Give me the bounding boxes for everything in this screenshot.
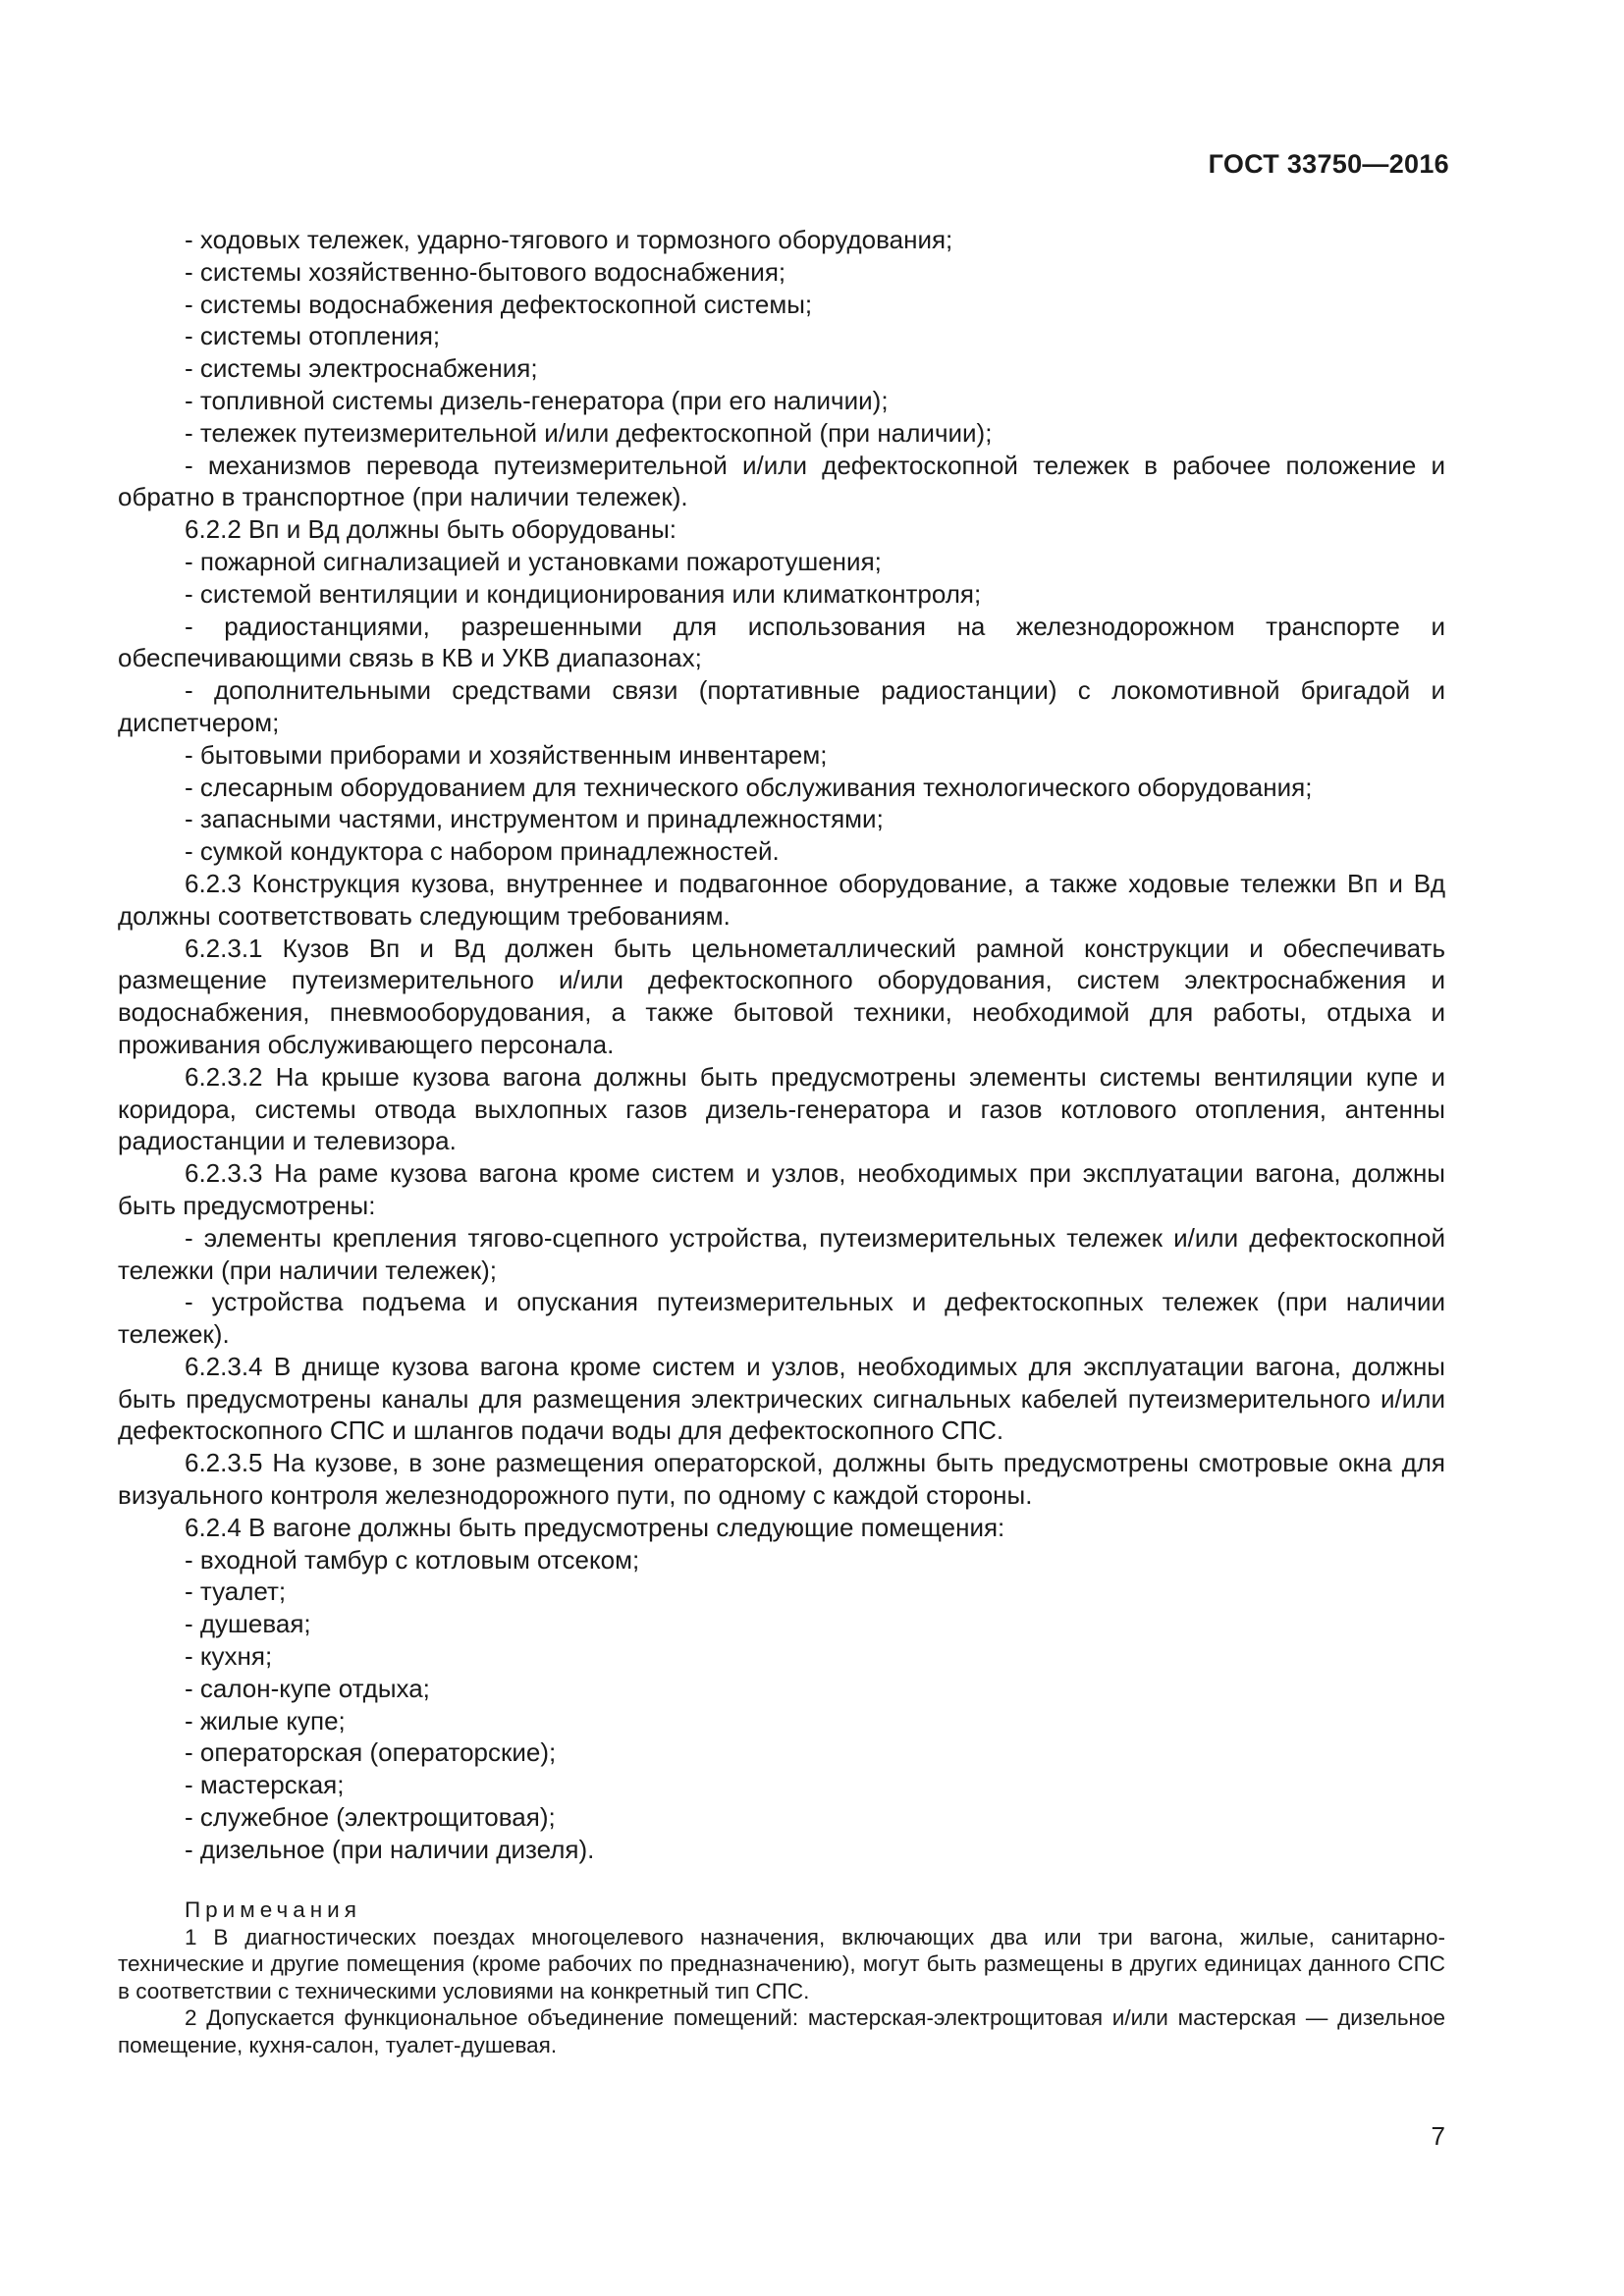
note-item: 2 Допускается функциональное объединение помещений: мастерская-электрощитовая и/или мастерская — дизельное помещение, кухня-салон, туалет-душевая. bbox=[118, 2005, 1445, 2057]
paragraph: - душевая; bbox=[185, 1609, 311, 1639]
paragraph: - туалет; bbox=[185, 1576, 287, 1607]
paragraph: - системы водоснабжения дефектоскопной системы; bbox=[185, 289, 813, 319]
paragraph: - дополнительными средствами связи (портативные радиостанции) с локомотивной бригадой и диспетчером; bbox=[118, 675, 1445, 737]
paragraph: 6.2.2 Вп и Вд должны быть оборудованы: bbox=[185, 514, 677, 545]
paragraph: - системой вентиляции и кондиционирования или климатконтроля; bbox=[185, 578, 982, 609]
paragraph: - элементы крепления тягово-сцепного устройства, путеизмерительных тележек и/или дефектоскопной тележки (при наличии тележек); bbox=[118, 1222, 1445, 1285]
paragraph: - кухня; bbox=[185, 1641, 273, 1672]
paragraph: - салон-купе отдыха; bbox=[185, 1673, 430, 1703]
paragraph: - пожарной сигнализацией и установками пожаротушения; bbox=[185, 546, 882, 576]
paragraph: 6.2.4 В вагоне должны быть предусмотрены следующие помещения: bbox=[185, 1512, 1005, 1542]
paragraph: - мастерская; bbox=[185, 1770, 345, 1800]
paragraph: 6.2.3.5 На кузове, в зоне размещения операторской, должны быть предусмотрены смотровые окна для визуального контроля железнодорожного пути, по одному с каждой стороны. bbox=[118, 1448, 1445, 1511]
paragraph: - топливной системы дизель-генератора (при его наличии); bbox=[185, 385, 889, 415]
notes-heading: Примечания bbox=[185, 1897, 361, 1922]
paragraph: - входной тамбур с котловым отсеком; bbox=[185, 1544, 640, 1575]
paragraph: 6.2.3.4 В днище кузова вагона кроме систем и узлов, необходимых для эксплуатации вагона, должны быть предусмотрены каналы для размещения электрических сигнальных кабелей путеизмерительного и/или дефектоскопного СПС и шлангов подачи воды для дефектоскопного СПС. bbox=[118, 1351, 1445, 1446]
paragraph: - механизмов перевода путеизмерительной и/или дефектоскопной тележек в рабочее положение и обратно в транспортное (при наличии тележек). bbox=[118, 450, 1445, 512]
paragraph: - слесарным оборудованием для технического обслуживания технологического оборудования; bbox=[185, 772, 1313, 802]
document-header: ГОСТ 33750—2016 bbox=[1208, 149, 1449, 179]
paragraph: - ходовых тележек, ударно-тягового и тормозного оборудования; bbox=[185, 225, 953, 254]
paragraph: 6.2.3.3 На раме кузова вагона кроме систем и узлов, необходимых при эксплуатации вагона, должны быть предусмотрены: bbox=[118, 1158, 1445, 1220]
paragraph: - запасными частями, инструментом и принадлежностями; bbox=[185, 804, 884, 834]
paragraph: - операторская (операторские); bbox=[185, 1737, 557, 1768]
note-item: 1 В диагностических поездах многоцелевого назначения, включающих два или три вагона, жилые, санитарно-технические и другие помещения (кроме рабочих по предназначению), могут быть размещены в других единицах данного СПС в соответствии с техническими условиями на конкретный тип СПС. bbox=[118, 1924, 1445, 2003]
paragraph: - радиостанциями, разрешенными для использования на железнодорожном транспорте и обеспечивающими связь в КВ и УКВ диапазонах; bbox=[118, 611, 1445, 673]
paragraph: - бытовыми приборами и хозяйственным инвентарем; bbox=[185, 739, 828, 770]
paragraph: - системы хозяйственно-бытового водоснабжения; bbox=[185, 256, 786, 287]
body-text bbox=[118, 224, 1445, 1866]
paragraph: - дизельное (при наличии дизеля). bbox=[185, 1834, 595, 1864]
paragraph: - служебное (электрощитовая); bbox=[185, 1802, 556, 1833]
paragraph: 6.2.3 Конструкция кузова, внутреннее и подвагонное оборудование, а также ходовые тележки Вп и Вд должны соответствовать следующим требованиям. bbox=[118, 868, 1445, 931]
paragraph: - системы отопления; bbox=[185, 321, 441, 351]
paragraph: - устройства подъема и опускания путеизмерительных и дефектоскопных тележек (при наличии тележек). bbox=[118, 1287, 1445, 1350]
paragraph: - тележек путеизмерительной и/или дефектоскопной (при наличии); bbox=[185, 417, 993, 448]
paragraph: - системы электроснабжения; bbox=[185, 353, 538, 384]
paragraph: - сумкой кондуктора с набором принадлежностей. bbox=[185, 836, 780, 867]
page-number: 7 bbox=[1431, 2121, 1445, 2151]
paragraph: - жилые купе; bbox=[185, 1705, 346, 1735]
notes-block bbox=[118, 1896, 1445, 2059]
paragraph: 6.2.3.2 На крыше кузова вагона должны быть предусмотрены элементы системы вентиляции купе и коридора, системы отвода выхлопных газов дизель-генератора и газов котлового отопления, антенны радиостанции и телевизора. bbox=[118, 1061, 1445, 1156]
paragraph: 6.2.3.1 Кузов Вп и Вд должен быть цельнометаллический рамной конструкции и обеспечивать размещение путеизмерительного и/или дефектоскопного оборудования, систем электроснабжения и водоснабжения, пневмооборудования, а также бытовой техники, необходимой для работы, отдыха и проживания обслуживающего персонала. bbox=[118, 933, 1445, 1059]
